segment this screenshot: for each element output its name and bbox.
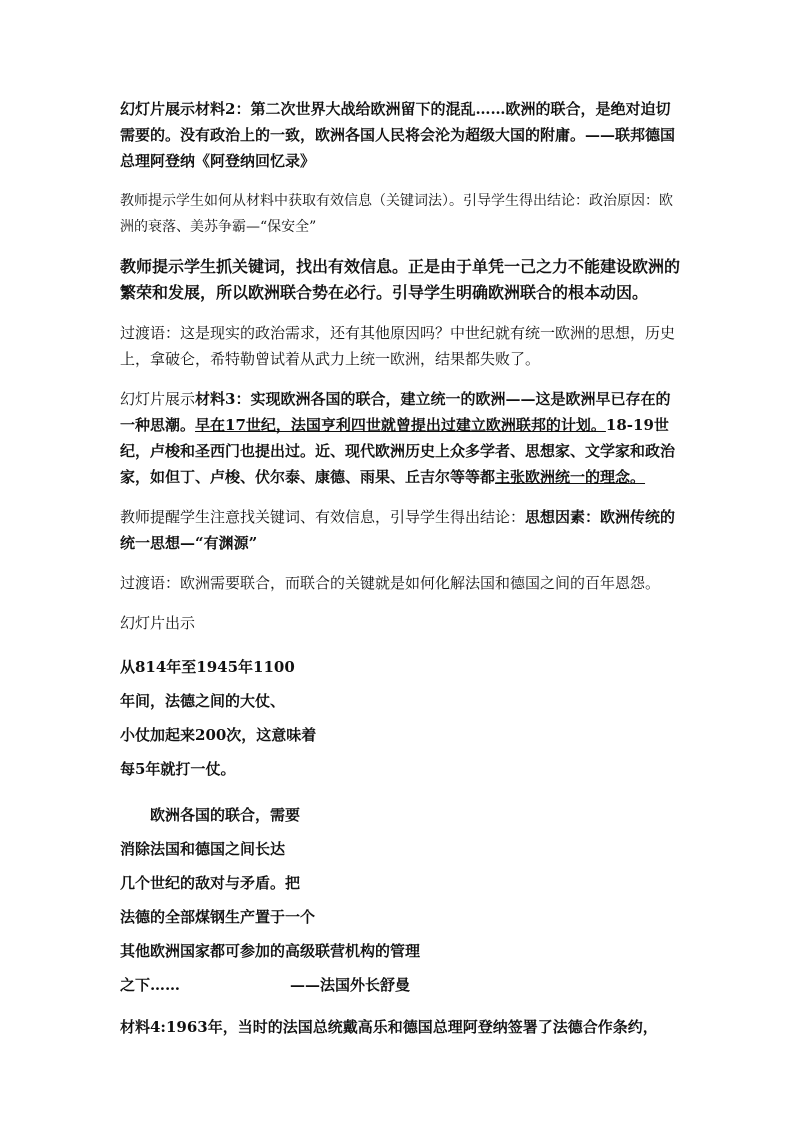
material-3-label-bold: 材料3： — [195, 390, 251, 408]
quote-line: 消除法国和德国之间长达 — [120, 840, 286, 858]
material-3-text-a: 实现欧洲各国的联合，建立统一的欧洲——这是欧洲早已存在的一种思潮。 — [120, 390, 671, 434]
quote-block — [120, 798, 680, 1002]
material-2-label: 幻灯片展示材料2： — [120, 100, 251, 118]
material-3-label: 幻灯片展示 — [120, 390, 196, 408]
quote-signature: ——法国外长舒曼 — [290, 976, 411, 994]
document-page — [120, 96, 680, 1040]
quote-line: 法德的全部煤钢生产置于一个 — [120, 908, 316, 926]
material-3-text-underline-2: 主张欧洲统一的理念。 — [495, 468, 646, 486]
paragraph-material-4: 材料4:1963年，当时的法国总统戴高乐和德国总理阿登纳签署了法德合作条约， — [120, 1018, 658, 1036]
quote-end: 之下…… — [120, 976, 181, 994]
material-3-text-b: 18-19世纪，卢梭和圣西门也提出过。近、现代欧洲历史上众多学者、思想家、文学家和政治家，如但丁、卢梭、伏尔泰、康德、雨果、丘吉尔等等都 — [120, 416, 676, 486]
quote-line: 几个世纪的敌对与矛盾。把 — [120, 874, 301, 892]
quote-line: 欧洲各国的联合，需要 — [150, 806, 301, 824]
teacher-hint-3-text: 教师提醒学生注意找关键词、有效信息，引导学生得出结论： — [120, 508, 526, 526]
material-2-text: 第二次世界大战给欧洲留下的混乱……欧洲的联合，是绝对迫切需要的。没有政治上的一致，欧洲各国人民将会沦为超级大国的附庸。——联邦德国总理阿登纳《阿登纳回忆录》 — [120, 100, 676, 170]
teacher-hint-3-bold: 思想因素：欧洲传统的统一思想—“有渊源” — [120, 508, 676, 552]
slide-line: 小仗加起来200次，这意味着 — [120, 726, 317, 744]
paragraph-teacher-hint-3 — [120, 504, 680, 556]
slide-lines — [120, 650, 680, 786]
paragraph-slide-show: 幻灯片出示 — [120, 614, 196, 632]
paragraph-transition-1: 过渡语：这是现实的政治需求，还有其他原因吗？中世纪就有统一欧洲的思想，历史上，拿破仑，希特勒曾试着从武力上统一欧洲，结果都失败了。 — [120, 324, 676, 368]
paragraph-teacher-hint-2: 教师提示学生抓关键词，找出有效信息。正是由于单凭一己之力不能建设欧洲的繁荣和发展，所以欧洲联合势在必行。引导学生明确欧洲联合的根本动因。 — [120, 257, 681, 302]
quote-end-line — [120, 968, 680, 1002]
slide-line: 每5年就打一仗。 — [120, 760, 236, 778]
quote-line: 其他欧洲国家都可参加的高级联营机构的管理 — [120, 942, 421, 960]
paragraph-transition-2: 过渡语：欧洲需要联合，而联合的关键就是如何化解法国和德国之间的百年恩怨。 — [120, 574, 661, 592]
material-3-text-underline-1: 早在17世纪，法国亨利四世就曾提出过建立欧洲联邦的计划。 — [195, 416, 606, 434]
paragraph-material-3 — [120, 386, 680, 490]
paragraph-teacher-hint-1: 教师提示学生如何从材料中获取有效信息（关键词法）。引导学生得出结论：政治原因：欧洲的衰落、美苏争霸—“保安全” — [120, 193, 673, 235]
slide-line: 年间，法德之间的大仗、 — [120, 692, 286, 710]
paragraph-material-2 — [120, 96, 680, 174]
slide-line: 从814年至1945年1100 — [120, 658, 295, 676]
